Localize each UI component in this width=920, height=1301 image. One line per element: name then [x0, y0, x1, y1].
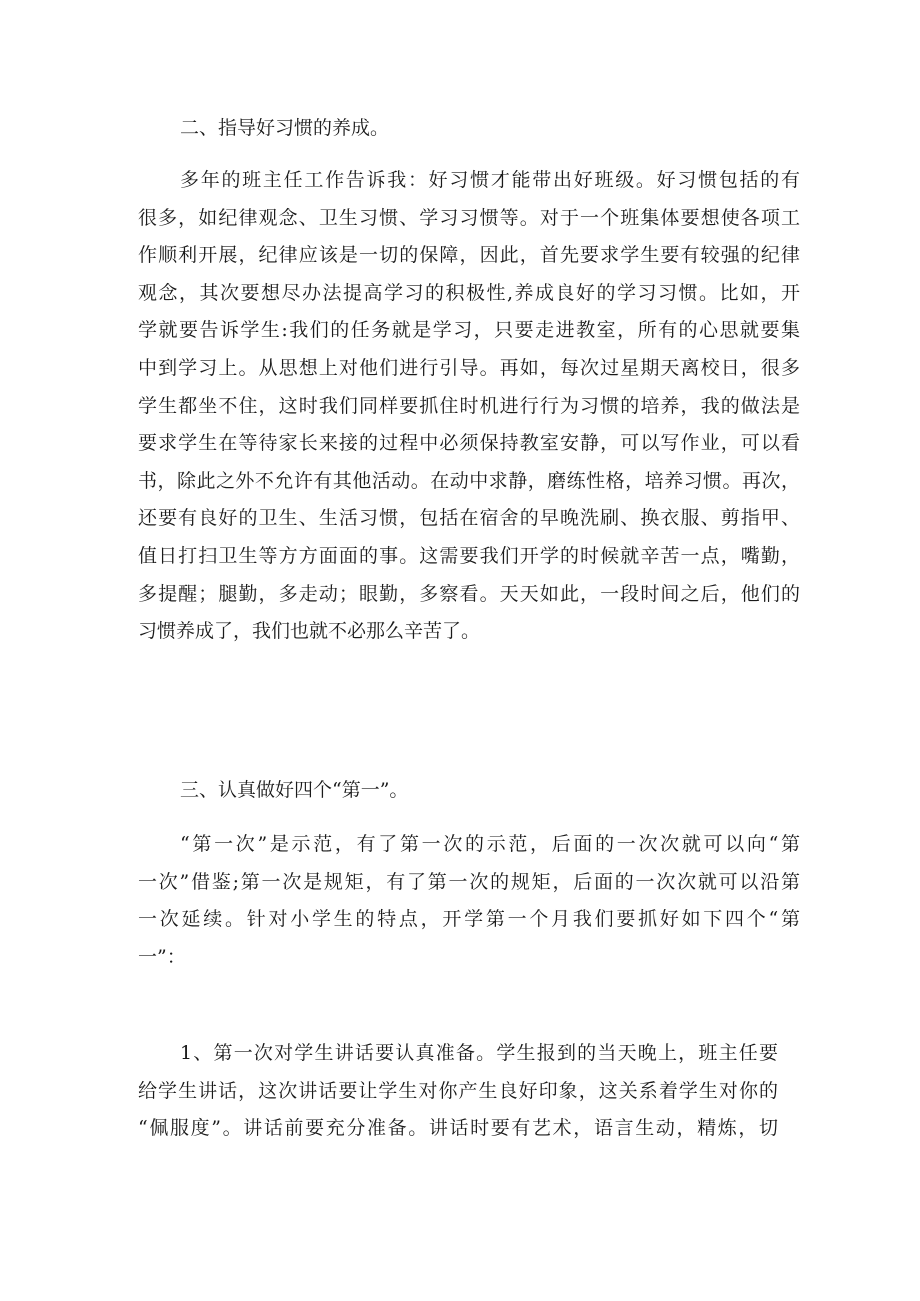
- paragraph-line: 一”：: [138, 945, 186, 968]
- paragraph-line: 给学生讲话，这次讲话要让学生对你产生良好印象，这关系着学生对你的: [138, 1079, 778, 1102]
- section-heading-2: [180, 110, 389, 148]
- paragraph-line: 观念，其次要想尽办法提高学习的积极性,养成良好的学习习惯。比如，开: [138, 281, 800, 304]
- paragraph-line: 多年的班主任工作告诉我：好习惯才能带出好班级。好习惯包括的有: [180, 169, 800, 191]
- paragraph-habits: [138, 162, 800, 651]
- paragraph-line: 1、第一次对学生讲话要认真准备。学生报到的当天晚上，班主任要: [180, 1042, 778, 1064]
- section-heading-2-text: 二、指导好习惯的养成。: [180, 117, 390, 139]
- section-heading-3: [180, 772, 408, 810]
- section-heading-3-text: 三、认真做好四个“第一”。: [180, 779, 409, 801]
- paragraph-line: “第一次”是示范，有了第一次的示范，后面的一次次就可以向“第: [180, 833, 800, 855]
- paragraph-line: 学就要告诉学生:我们的任务就是学习，只要走进教室，所有的心思就要集: [138, 319, 800, 342]
- paragraph-line: 很多，如纪律观念、卫生习惯、学习习惯等。对于一个班集体要想使各项工: [138, 206, 800, 229]
- paragraph-first-times: [138, 826, 800, 976]
- paragraph-line: “佩服度”。讲话前要充分准备。讲话时要有艺术，语言生动，精炼，切: [138, 1117, 778, 1140]
- paragraph-line: 值日打扫卫生等方方面面的事。这需要我们开学的时候就辛苦一点，嘴勤，: [138, 544, 800, 567]
- paragraph-line: 多提醒；腿勤，多走动；眼勤，多察看。天天如此，一段时间之后，他们的: [138, 582, 800, 605]
- paragraph-line: 学生都坐不住，这时我们同样要抓住时机进行行为习惯的培养，我的做法是: [138, 394, 800, 417]
- paragraph-line: 要求学生在等待家长来接的过程中必须保持教室安静，可以写作业，可以看: [138, 432, 800, 455]
- paragraph-line: 习惯养成了，我们也就不必那么辛苦了。: [138, 620, 481, 643]
- paragraph-line: 作顺利开展，纪律应该是一切的保障，因此，首先要求学生要有较强的纪律: [138, 244, 800, 267]
- paragraph-line: 书，除此之外不允许有其他活动。在动中求静，磨练性格，培养习惯。再次，: [138, 469, 800, 492]
- paragraph-line: 中到学习上。从思想上对他们进行引导。再如，每次过星期天离校日，很多: [138, 356, 800, 379]
- paragraph-line: 一次延续。针对小学生的特点，开学第一个月我们要抓好如下四个“第: [138, 908, 800, 931]
- paragraph-item-1: [138, 1035, 778, 1148]
- paragraph-line: 还要有良好的卫生、生活习惯，包括在宿舍的早晚洗刷、换衣服、剪指甲、: [138, 507, 800, 530]
- paragraph-line: 一次”借鉴;第一次是规矩，有了第一次的规矩，后面的一次次就可以沿第: [138, 870, 800, 893]
